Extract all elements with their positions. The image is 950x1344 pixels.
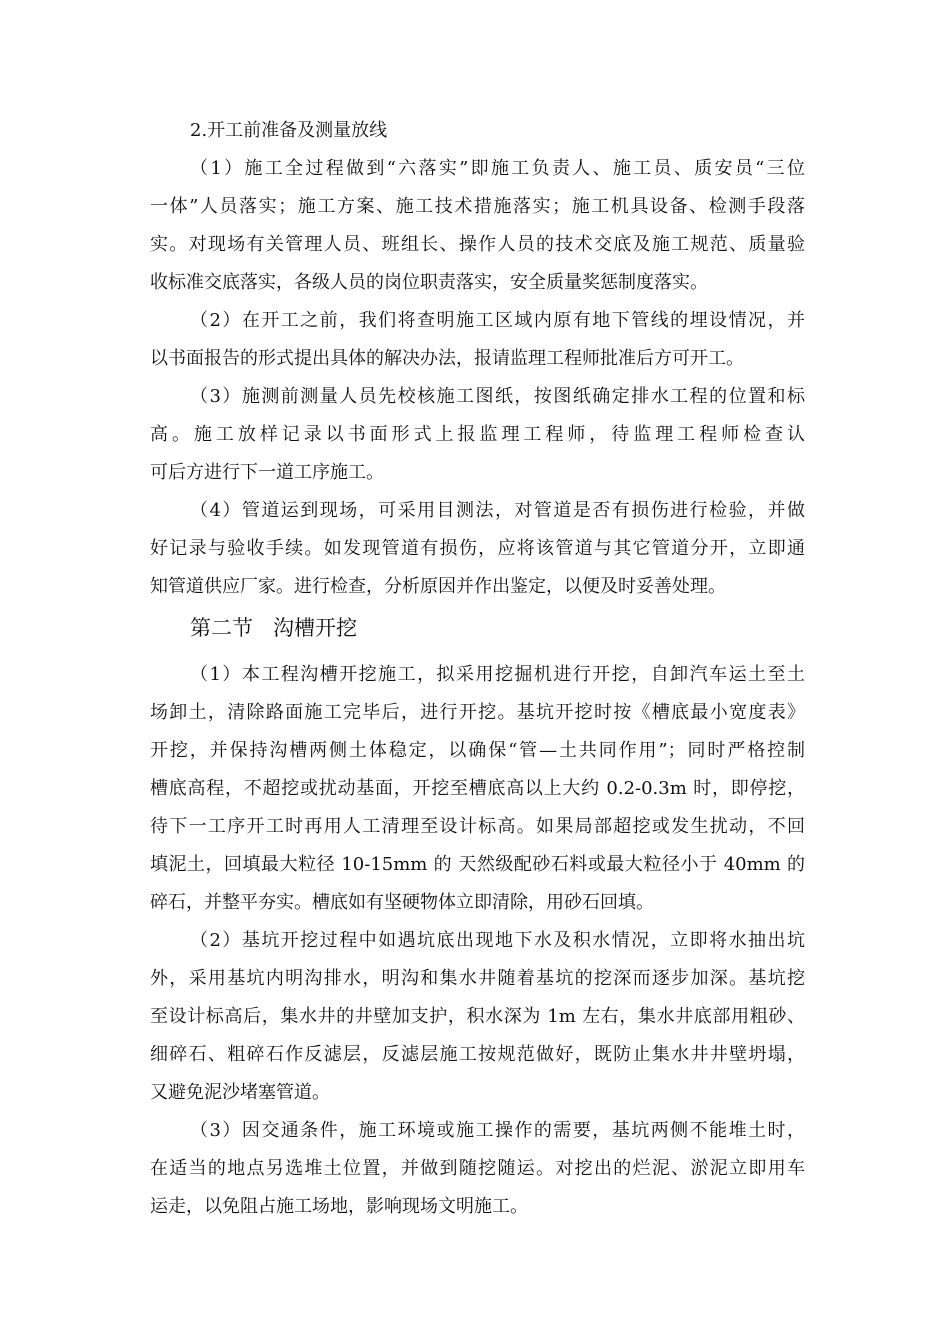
paragraph-line: 填泥土，回填最大粒径 10-15mm 的 天然级配砂石料或最大粒径小于 40mm 的 [150, 854, 805, 875]
paragraph-2 [150, 302, 805, 378]
paragraph-7 [150, 1112, 805, 1226]
paragraph-line: 运走，以免阻占施工场地，影响现场文明施工。 [150, 1196, 528, 1217]
paragraph-line: 待下一工序开工时再用人工清理至设计标高。如果局部超挖或发生扰动，不回 [150, 816, 805, 837]
paragraph-5 [150, 656, 805, 922]
paragraph-line: 场卸土，清除路面施工完毕后，进行开挖。基坑开挖时按《槽底最小宽度表》 [150, 702, 805, 723]
paragraph-line: 可后方进行下一道工序施工。 [150, 462, 384, 483]
paragraph-line: 在适当的地点另选堆土位置，并做到随挖随运。对挖出的烂泥、淤泥立即用车 [150, 1158, 805, 1179]
paragraph-line: 一体”人员落实；施工方案、施工技术措施落实；施工机具设备、检测手段落 [150, 196, 805, 217]
subsection-title: 2.开工前准备及测量放线 [190, 120, 388, 141]
document-body [150, 112, 805, 1226]
paragraph-line: （3）施测前测量人员先校核施工图纸，按图纸确定排水工程的位置和标 [190, 386, 805, 407]
paragraph-line: 知管道供应厂家。进行检查，分析原因并作出鉴定，以便及时妥善处理。 [150, 576, 726, 597]
paragraph-line: 实。对现场有关管理人员、班组长、操作人员的技术交底及施工规范、质量验 [150, 234, 805, 255]
paragraph-line: （1）本工程沟槽开挖施工，拟采用挖掘机进行开挖，自卸汽车运土至土 [190, 664, 805, 685]
paragraph-line: 外，采用基坑内明沟排水，明沟和集水井随着基坑的挖深而逐步加深。基坑挖 [150, 968, 805, 989]
paragraph-line: 收标准交底落实，各级人员的岗位职责落实，安全质量奖惩制度落实。 [150, 272, 708, 293]
paragraph-line: 至设计标高后，集水井的井壁加支护，积水深为 1m 左右，集水井底部用粗砂、 [150, 1006, 805, 1027]
paragraph-line: 以书面报告的形式提出具体的解决办法，报请监理工程师批准后方可开工。 [150, 348, 744, 369]
paragraph-line: 槽底高程，不超挖或扰动基面，开挖至槽底高以上大约 0.2-0.3m 时，即停挖， [150, 778, 805, 799]
paragraph-line: 碎石，并整平夯实。槽底如有坚硬物体立即清除，用砂石回填。 [150, 892, 654, 913]
paragraph-line: （4）管道运到现场，可采用目测法，对管道是否有损伤进行检验，并做 [190, 500, 805, 521]
paragraph-line: （2）基坑开挖过程中如遇坑底出现地下水及积水情况，立即将水抽出坑 [190, 930, 805, 951]
paragraph-line: （1）施工全过程做到“六落实”即施工负责人、施工员、质安员“三位 [190, 158, 805, 179]
paragraph-4 [150, 492, 805, 606]
paragraph-3 [150, 378, 805, 492]
paragraph-line: 开挖，并保持沟槽两侧土体稳定，以确保“管—土共同作用”；同时严格控制 [150, 740, 805, 761]
paragraph-line: 高。施工放样记录以书面形式上报监理工程师，待监理工程师检查认 [150, 424, 805, 445]
paragraph-line: 又避免泥沙堵塞管道。 [150, 1082, 330, 1103]
paragraph-1 [150, 150, 805, 302]
paragraph-line: （3）因交通条件，施工环境或施工操作的需要，基坑两侧不能堆土时， [190, 1120, 805, 1141]
paragraph-line: 好记录与验收手续。如发现管道有损伤，应将该管道与其它管道分开，立即通 [150, 538, 805, 559]
section-heading: 第二节 沟槽开挖 [190, 616, 358, 640]
paragraph-6 [150, 922, 805, 1112]
paragraph-line: 细碎石、粗碎石作反滤层，反滤层施工按规范做好，既防止集水井井壁坍塌， [150, 1044, 805, 1065]
paragraph-line: （2）在开工之前，我们将查明施工区域内原有地下管线的埋设情况，并 [190, 310, 805, 331]
